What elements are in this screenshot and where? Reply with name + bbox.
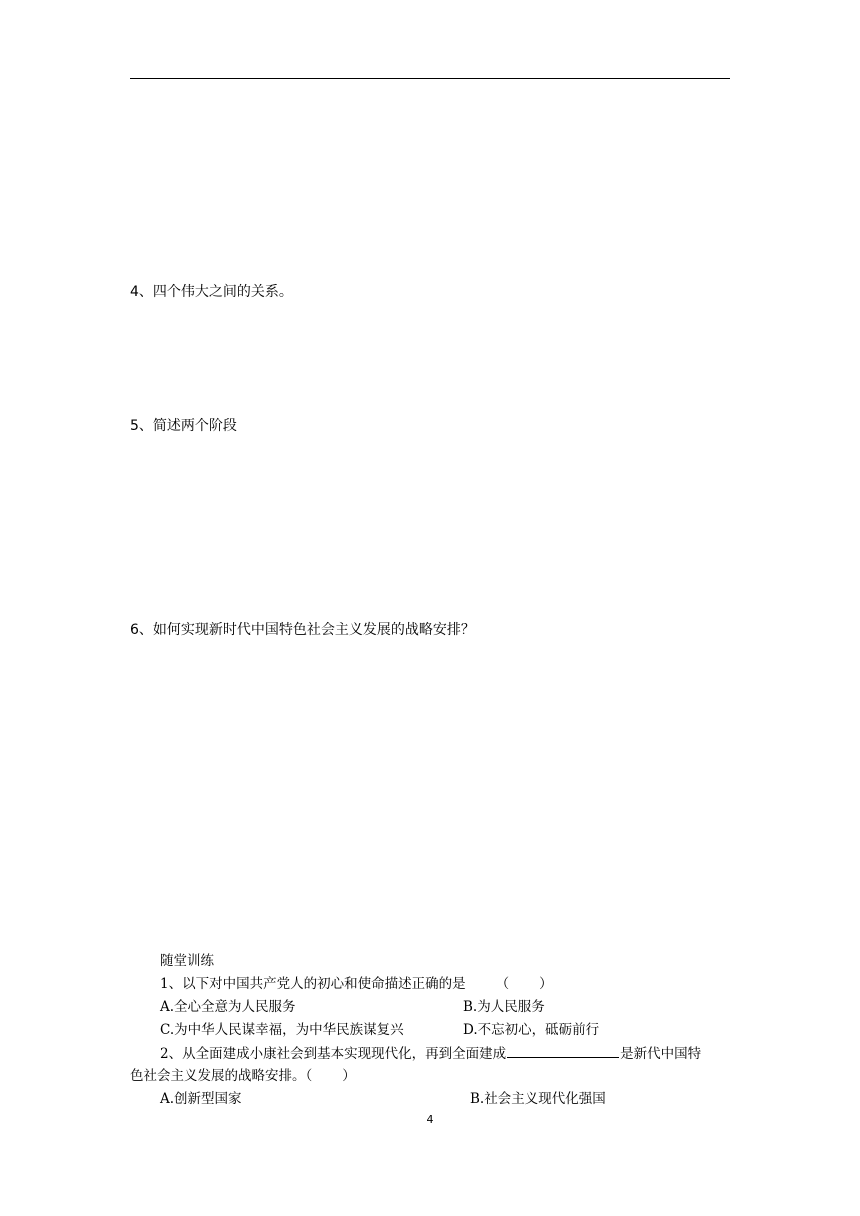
question-4: 4、四个伟大之间的关系。	[130, 284, 293, 300]
item-1-option-c: C.为中华人民谋幸福，为中华民族谋复兴	[160, 1022, 404, 1038]
item-1-stem-text: 1、以下对中国共产党人的初心和使命描述正确的是	[160, 976, 466, 992]
item-1-paren-open: （	[495, 976, 510, 992]
item-2-stem-part1: 2、从全面建成小康社会到基本实现现代化，再到全面建成	[160, 1046, 507, 1062]
header-rule	[130, 78, 730, 79]
item-1-option-b: B.为人民服务	[463, 999, 545, 1015]
item-2-stem-part2: 是新代中国特	[620, 1046, 702, 1062]
item-2-stem-line2-text: 色社会主义发展的战略安排。（	[130, 1068, 313, 1084]
practice-item-2-stem	[130, 1042, 730, 1065]
item-1-paren-close: ）	[539, 976, 553, 992]
question-6: 6、如何实现新时代中国特色社会主义发展的战略安排？	[130, 622, 475, 638]
practice-item-1-options-ab	[130, 996, 730, 1019]
practice-item-2-options-ab	[130, 1088, 730, 1111]
practice-section	[130, 950, 730, 1111]
practice-heading: 随堂训练	[160, 953, 214, 969]
item-2-option-a: A.创新型国家	[160, 1091, 242, 1107]
item-2-paren-close: ）	[342, 1068, 356, 1084]
item-2-answer-blank[interactable]	[507, 1042, 619, 1058]
question-5: 5、简述两个阶段	[130, 418, 237, 434]
page-number: 4	[426, 1113, 434, 1126]
practice-item-1-stem	[130, 973, 730, 996]
item-2-option-b: B.社会主义现代化强国	[470, 1091, 606, 1107]
item-1-option-a: A.全心全意为人民服务	[160, 999, 296, 1015]
practice-item-1-options-cd	[130, 1019, 730, 1042]
practice-item-2-stem-line2	[130, 1065, 730, 1088]
item-1-option-d: D.不忘初心，砥砺前行	[463, 1022, 600, 1038]
